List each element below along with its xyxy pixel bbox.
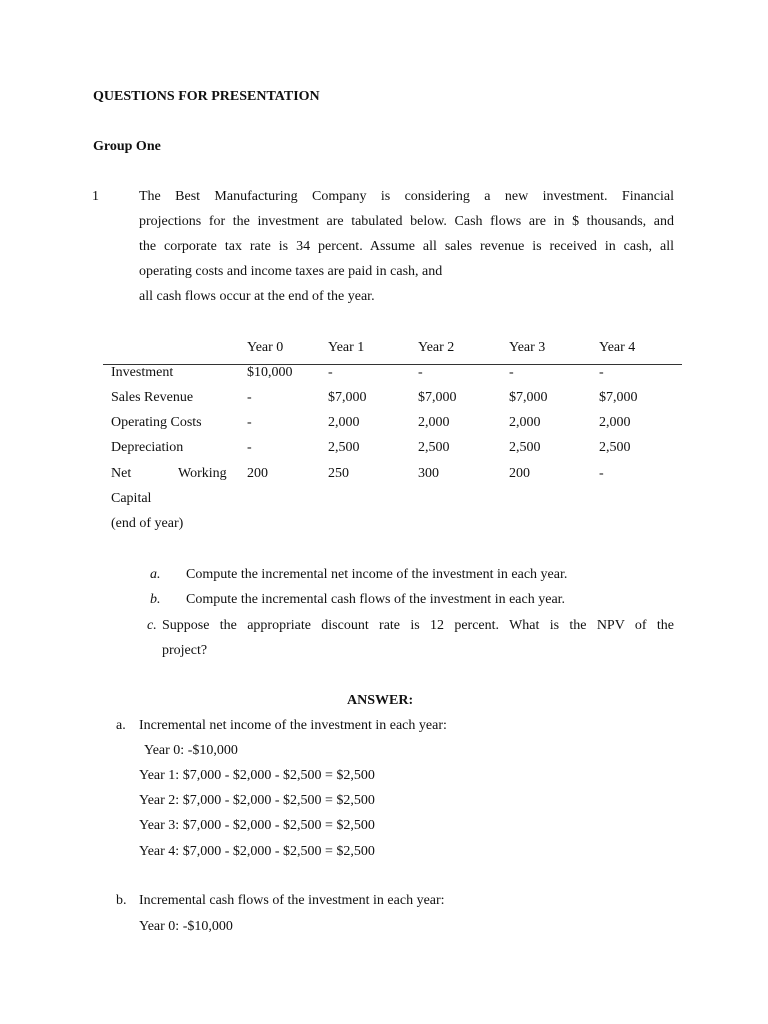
subquestion-text: Suppose the appropriate discount rate is 12 percent. What is the NPV of the <box>162 618 674 633</box>
table-row-label: Capital <box>111 491 152 506</box>
question-line: all cash flows occur at the end of the year. <box>139 289 375 304</box>
table-cell: - <box>247 440 252 455</box>
table-cell: - <box>247 415 252 430</box>
answer-text: Incremental cash flows of the investment in each year: <box>139 893 445 908</box>
subquestion-marker: b. <box>150 592 161 607</box>
table-cell: 200 <box>247 466 268 481</box>
table-row-label: Net <box>111 466 132 481</box>
question-line: The Best Manufacturing Company is considering a new investment. Financial <box>139 189 674 204</box>
question-line: projections for the investment are tabulated below. Cash flows are in $ thousands, and <box>139 214 674 229</box>
table-header: Year 4 <box>599 340 636 355</box>
answer-marker: a. <box>116 718 126 733</box>
table-cell: - <box>599 365 604 380</box>
table-row-label: (end of year) <box>111 516 184 531</box>
table-cell: 300 <box>418 466 439 481</box>
table-cell: 2,000 <box>328 415 360 430</box>
table-cell: - <box>247 390 252 405</box>
table-row-label: Sales Revenue <box>111 390 194 405</box>
table-cell: $10,000 <box>247 365 293 380</box>
table-header: Year 1 <box>328 340 365 355</box>
table-cell: 2,500 <box>328 440 360 455</box>
table-row-label: Depreciation <box>111 440 184 455</box>
table-cell: 200 <box>509 466 530 481</box>
table-cell: 2,000 <box>418 415 450 430</box>
table-header: Year 3 <box>509 340 546 355</box>
answer-line: Year 0: -$10,000 <box>144 743 238 758</box>
table-cell: 2,500 <box>418 440 450 455</box>
answer-line: Year 0: -$10,000 <box>139 919 233 934</box>
table-cell: 2,000 <box>599 415 631 430</box>
answer-line: Year 1: $7,000 - $2,000 - $2,500 = $2,500 <box>139 768 375 783</box>
question-line: the corporate tax rate is 34 percent. Assume all sales revenue is received in cash, all <box>139 239 674 254</box>
table-cell: $7,000 <box>599 390 638 405</box>
table-header-rule <box>103 364 682 365</box>
table-row-label: Working <box>178 466 227 481</box>
table-row-label: Investment <box>111 365 174 380</box>
group-heading: Group One <box>93 139 161 154</box>
table-cell: 2,500 <box>509 440 541 455</box>
table-header: Year 2 <box>418 340 455 355</box>
question-line: operating costs and income taxes are paid in cash, and <box>139 264 443 279</box>
table-cell: - <box>509 365 514 380</box>
answer-heading: ANSWER: <box>347 693 414 708</box>
table-cell: $7,000 <box>328 390 367 405</box>
subquestion-text: Compute the incremental cash flows of the investment in each year. <box>186 592 566 607</box>
table-cell: 250 <box>328 466 349 481</box>
subquestion-text: project? <box>162 643 208 658</box>
answer-marker: b. <box>116 893 127 908</box>
table-cell: - <box>599 466 604 481</box>
table-header: Year 0 <box>247 340 284 355</box>
table-cell: 2,000 <box>509 415 541 430</box>
table-row-label: Operating Costs <box>111 415 202 430</box>
subquestion-marker: a. <box>150 567 161 582</box>
answer-line: Year 2: $7,000 - $2,000 - $2,500 = $2,500 <box>139 793 375 808</box>
table-cell: - <box>328 365 333 380</box>
table-cell: $7,000 <box>509 390 548 405</box>
answer-line: Year 4: $7,000 - $2,000 - $2,500 = $2,500 <box>139 844 375 859</box>
question-number: 1 <box>92 189 99 204</box>
table-cell: - <box>418 365 423 380</box>
subquestion-marker: c. <box>147 618 157 633</box>
document-title: QUESTIONS FOR PRESENTATION <box>93 89 320 104</box>
subquestion-text: Compute the incremental net income of the investment in each year. <box>186 567 568 582</box>
answer-text: Incremental net income of the investment in each year: <box>139 718 447 733</box>
table-cell: 2,500 <box>599 440 631 455</box>
answer-line: Year 3: $7,000 - $2,000 - $2,500 = $2,500 <box>139 818 375 833</box>
table-cell: $7,000 <box>418 390 457 405</box>
